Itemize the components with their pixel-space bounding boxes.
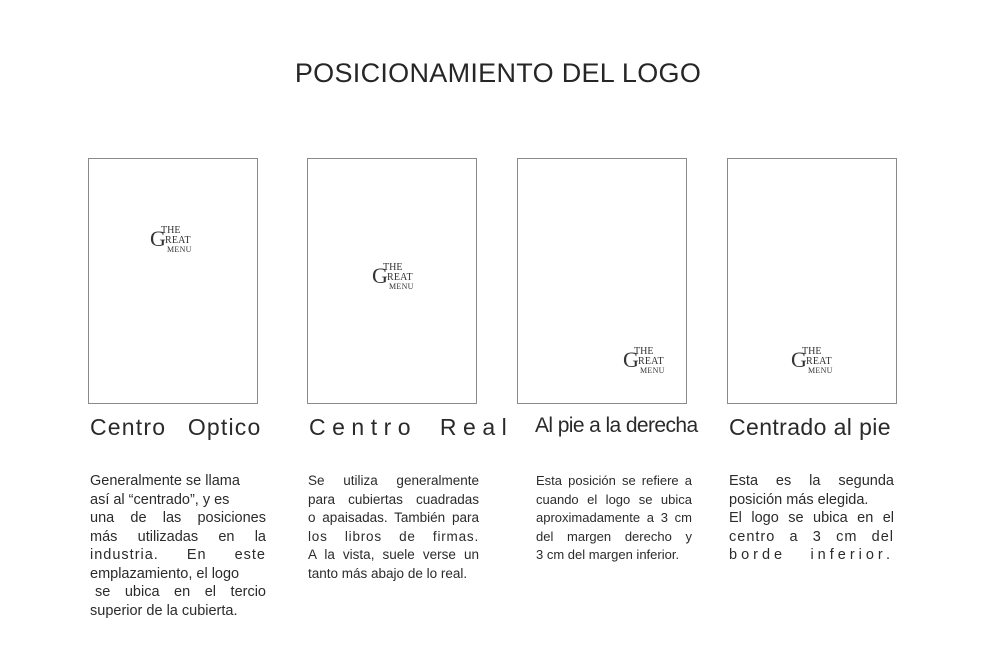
cover-centro-real	[307, 158, 477, 404]
caption-al-pie-derecha: Al pie a la derecha	[535, 414, 698, 437]
caption-centro-optico: Centro Optico	[90, 414, 262, 440]
the-great-menu-logo: G THE REAT MENU	[791, 346, 833, 375]
the-great-menu-logo: G THE REAT MENU	[372, 262, 414, 291]
caption-centro-real: Centro Real	[309, 414, 514, 440]
cover-centrado-pie	[727, 158, 897, 404]
desc-al-pie-derecha: Esta posición se refiere a cuando el logo se ubica aproximadamente a 3 cm del margen derecho y 3 cm del margen inferior.	[536, 473, 692, 562]
cover-centro-optico	[88, 158, 258, 404]
desc-centro-optico: Generalmente se llama así al “centrado”, y es una de las posiciones más utilizadas en la industria. En este emplazamiento, el logo se ubica en el tercio superior de la cubierta.	[90, 473, 266, 619]
the-great-menu-logo: G THE REAT MENU	[623, 346, 665, 375]
page-title: POSICIONAMIENTO DEL LOGO	[294, 58, 702, 88]
cover-al-pie-derecha	[517, 158, 687, 404]
the-great-menu-logo: G THE REAT MENU	[150, 225, 192, 254]
desc-centrado-pie: Esta es la segunda posición más elegida. El logo se ubica en el centro a 3 cm del borde inferior.	[729, 473, 894, 563]
desc-centro-real: Se utiliza generalmente para cubiertas cuadradas o apaisadas. También para los libros de firmas. A la vista, suele verse un tanto más abajo de lo real.	[308, 473, 479, 581]
caption-centrado-pie: Centrado al pie	[729, 414, 891, 440]
